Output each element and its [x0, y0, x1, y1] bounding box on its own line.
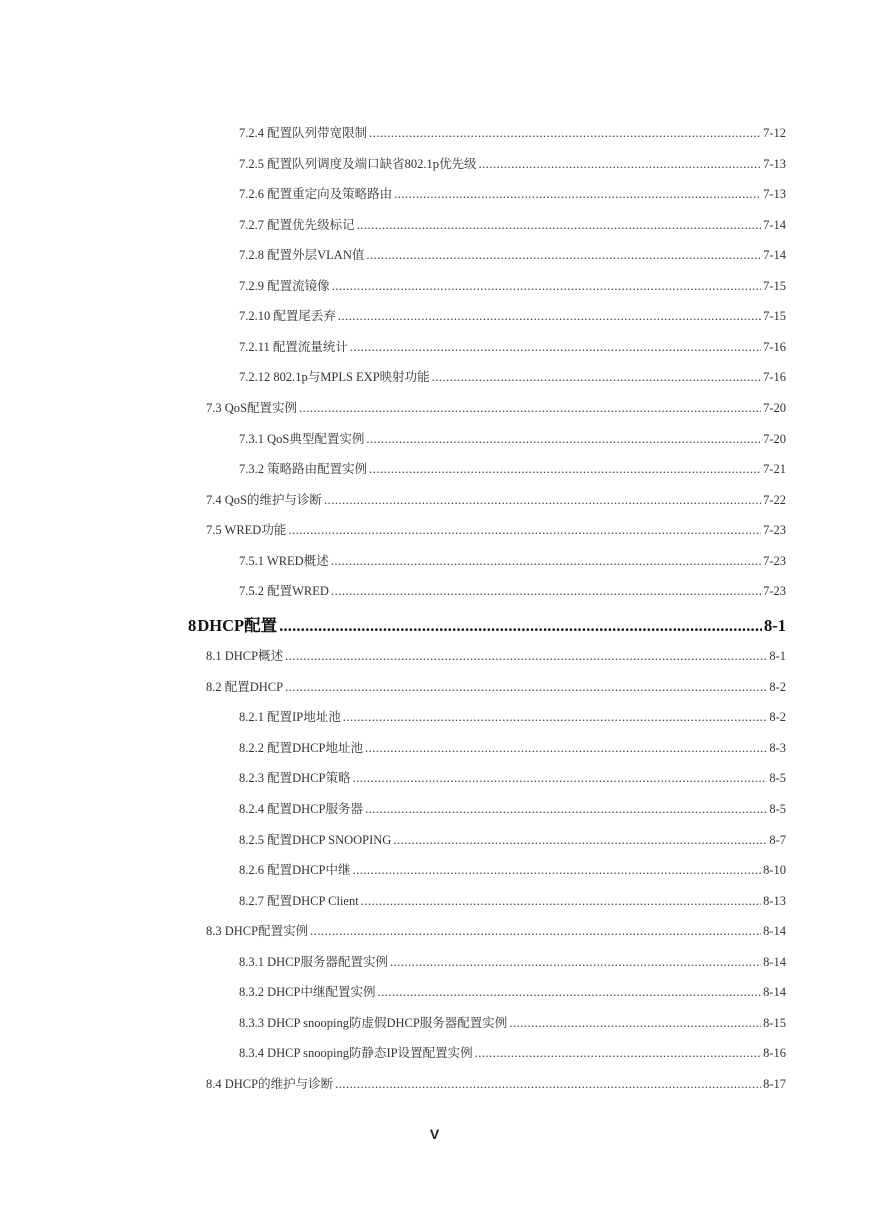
toc-entry-title: 7.3.1 QoS典型配置实例 — [239, 431, 365, 446]
toc-entry-page: 7-16 — [763, 339, 786, 354]
toc-entry[interactable] — [206, 491, 786, 509]
toc-entry-page: 7-12 — [763, 126, 786, 140]
toc-entry[interactable] — [206, 399, 786, 417]
toc-leader-dots — [393, 831, 767, 849]
toc-entry[interactable] — [239, 368, 786, 386]
toc-leader-dots — [365, 739, 767, 757]
toc-entry[interactable] — [239, 831, 786, 849]
toc-entry-title: 7.4 QoS的维护与诊断 — [206, 492, 322, 507]
toc-entry[interactable] — [206, 647, 786, 665]
toc-entry[interactable] — [239, 246, 786, 264]
toc-entry-title: DHCP配置 — [197, 616, 278, 636]
toc-leader-dots — [377, 983, 761, 1001]
toc-entry-page: 7-23 — [763, 523, 786, 538]
toc-entry-title: 8.1 DHCP概述 — [206, 649, 284, 664]
toc-entry-page: 8-2 — [769, 710, 786, 725]
toc-entry-page: 8-3 — [769, 740, 786, 755]
toc-leader-dots — [369, 124, 761, 142]
toc-entry-title: 8.3.2 DHCP中继配置实例 — [239, 985, 376, 1000]
toc-entry-page: 7-15 — [763, 278, 786, 293]
toc-entry[interactable] — [239, 983, 786, 1001]
toc-entry-title: 7.2.7 配置优先级标记 — [239, 217, 355, 232]
toc-entry-title: 7.2.10 配置尾丢弃 — [239, 309, 336, 324]
toc-entry[interactable] — [239, 307, 786, 325]
toc-entry-page: 8-1 — [764, 616, 786, 636]
toc-leader-dots — [350, 338, 761, 356]
toc-entry[interactable] — [239, 953, 786, 971]
toc-entry[interactable] — [239, 1014, 786, 1032]
toc-entry[interactable] — [206, 1075, 786, 1093]
toc-entry[interactable] — [239, 552, 786, 570]
toc-entry-page: 7-20 — [763, 400, 786, 415]
toc-leader-dots — [335, 1075, 761, 1093]
toc-leader-dots — [338, 307, 761, 325]
toc-entry[interactable] — [239, 800, 786, 818]
toc-leader-dots — [324, 491, 761, 509]
toc-entry-page: 8-14 — [763, 985, 786, 1000]
toc-entry-page: 7-21 — [763, 462, 786, 477]
toc-entry-title: 7.2.6 配置重定向及策略路由 — [239, 187, 393, 202]
toc-entry-title: 8.2.5 配置DHCP SNOOPING — [239, 832, 392, 847]
toc-entry[interactable] — [239, 769, 786, 787]
toc-chapter-number: 8 — [188, 616, 197, 636]
toc-entry-page: 8-7 — [769, 832, 786, 847]
toc-leader-dots — [343, 708, 768, 726]
toc-leader-dots — [310, 922, 761, 940]
toc-entry-title: 7.3.2 策略路由配置实例 — [239, 462, 368, 477]
toc-entry-page: 8-17 — [763, 1076, 786, 1091]
toc-entry-title: 8.2 配置DHCP — [206, 679, 284, 694]
toc-entry-title: 8.4 DHCP的维护与诊断 — [206, 1076, 334, 1091]
toc-entry[interactable] — [239, 892, 786, 910]
toc-entry-page: 7-23 — [763, 584, 786, 599]
toc-chapter-entry[interactable] — [188, 615, 786, 637]
toc-entry-title: 8.2.6 配置DHCP中继 — [239, 863, 351, 878]
toc-entry-page: 8-15 — [763, 1015, 786, 1030]
toc-entry[interactable] — [239, 124, 786, 142]
toc-entry[interactable] — [239, 739, 786, 757]
toc-entry-title: 7.2.4 配置队列带宽限制 — [239, 126, 368, 140]
toc-entry-title: 7.2.8 配置外层VLAN值 — [239, 248, 365, 263]
toc-entry-page: 7-13 — [763, 187, 786, 202]
toc-entry[interactable] — [239, 216, 786, 234]
toc-entry-page: 7-15 — [763, 309, 786, 324]
toc-entry-title: 8.3 DHCP配置实例 — [206, 924, 309, 939]
toc-leader-dots — [285, 678, 767, 696]
toc-leader-dots — [357, 216, 761, 234]
toc-entry[interactable] — [239, 582, 786, 600]
toc-entry-title: 7.5.2 配置WRED — [239, 584, 329, 599]
toc-leader-dots — [366, 430, 761, 448]
toc-leader-dots — [479, 155, 762, 173]
toc-entry-page: 7-14 — [763, 217, 786, 232]
toc-entry[interactable] — [239, 460, 786, 478]
toc-entry-page: 7-14 — [763, 248, 786, 263]
toc-entry-title: 7.2.9 配置流镜像 — [239, 278, 330, 293]
toc-entry-title: 8.2.7 配置DHCP Client — [239, 893, 359, 908]
toc-entry-page: 7-16 — [763, 370, 786, 385]
toc-entry-page: 8-14 — [763, 924, 786, 939]
toc-entry-page: 8-1 — [769, 649, 786, 664]
toc-entry-page: 8-14 — [763, 954, 786, 969]
toc-leader-dots — [331, 552, 761, 570]
toc-entry-page: 7-23 — [763, 553, 786, 568]
toc-entry-title: 7.2.5 配置队列调度及端口缺省802.1p优先级 — [239, 156, 477, 171]
toc-entry-title: 8.2.2 配置DHCP地址池 — [239, 740, 363, 755]
toc-leader-dots — [288, 521, 761, 539]
toc-entry-page: 8-10 — [763, 863, 786, 878]
toc-entry-title: 7.2.11 配置流量统计 — [239, 339, 348, 354]
toc-entry-title: 8.3.4 DHCP snooping防静态IP设置配置实例 — [239, 1046, 473, 1061]
toc-entry-page: 7-20 — [763, 431, 786, 446]
toc-entry-page: 8-5 — [769, 802, 786, 816]
toc-leader-dots — [332, 277, 761, 295]
toc-entry-page: 8-5 — [769, 771, 786, 786]
toc-entry-title: 7.3 QoS配置实例 — [206, 400, 297, 415]
toc-leader-dots — [299, 399, 761, 417]
toc-entry[interactable] — [239, 185, 786, 203]
toc-entry-page: 8-16 — [763, 1046, 786, 1061]
toc-entry-title: 8.2.4 配置DHCP服务器 — [239, 802, 363, 816]
toc-entry[interactable] — [239, 277, 786, 295]
toc-leader-dots — [366, 246, 761, 264]
toc-entry-page: 8-13 — [763, 893, 786, 908]
toc-leader-dots — [509, 1014, 761, 1032]
toc-entry[interactable] — [239, 708, 786, 726]
page-number: V — [429, 1126, 440, 1142]
toc-entry-title: 8.3.1 DHCP服务器配置实例 — [239, 954, 388, 969]
toc-leader-dots — [390, 953, 761, 971]
toc-entry[interactable] — [206, 521, 786, 539]
toc-leader-dots — [369, 460, 761, 478]
toc-leader-dots — [475, 1044, 761, 1062]
toc-entry-title: 8.3.3 DHCP snooping防虚假DHCP服务器配置实例 — [239, 1015, 508, 1030]
toc-leader-dots — [352, 861, 761, 879]
toc-leader-dots — [394, 185, 761, 203]
toc-entry-title: 8.2.1 配置IP地址池 — [239, 710, 341, 725]
toc-entry[interactable] — [239, 155, 786, 173]
toc-entry[interactable] — [239, 338, 786, 356]
toc-entry[interactable] — [239, 1044, 786, 1062]
toc-entry[interactable] — [206, 678, 786, 696]
toc-leader-dots — [352, 769, 767, 787]
toc-leader-dots — [361, 892, 761, 910]
toc-leader-dots — [432, 368, 761, 386]
toc-entry[interactable] — [239, 430, 786, 448]
toc-entry-title: 8.2.3 配置DHCP策略 — [239, 771, 351, 786]
toc-entry-page: 7-13 — [763, 156, 786, 171]
toc-entry-title: 7.5.1 WRED概述 — [239, 553, 329, 568]
toc-leader-dots — [285, 647, 767, 665]
toc-entry-page: 8-2 — [769, 679, 786, 694]
toc-leader-dots — [279, 615, 762, 637]
toc-entry-page: 7-22 — [763, 492, 786, 507]
toc-entry-title: 7.2.12 802.1p与MPLS EXP映射功能 — [239, 370, 430, 385]
toc-leader-dots — [331, 582, 761, 600]
toc-entry-title: 7.5 WRED功能 — [206, 523, 287, 538]
toc-entry[interactable] — [206, 922, 786, 940]
toc-leader-dots — [365, 800, 767, 818]
toc-entry[interactable] — [239, 861, 786, 879]
